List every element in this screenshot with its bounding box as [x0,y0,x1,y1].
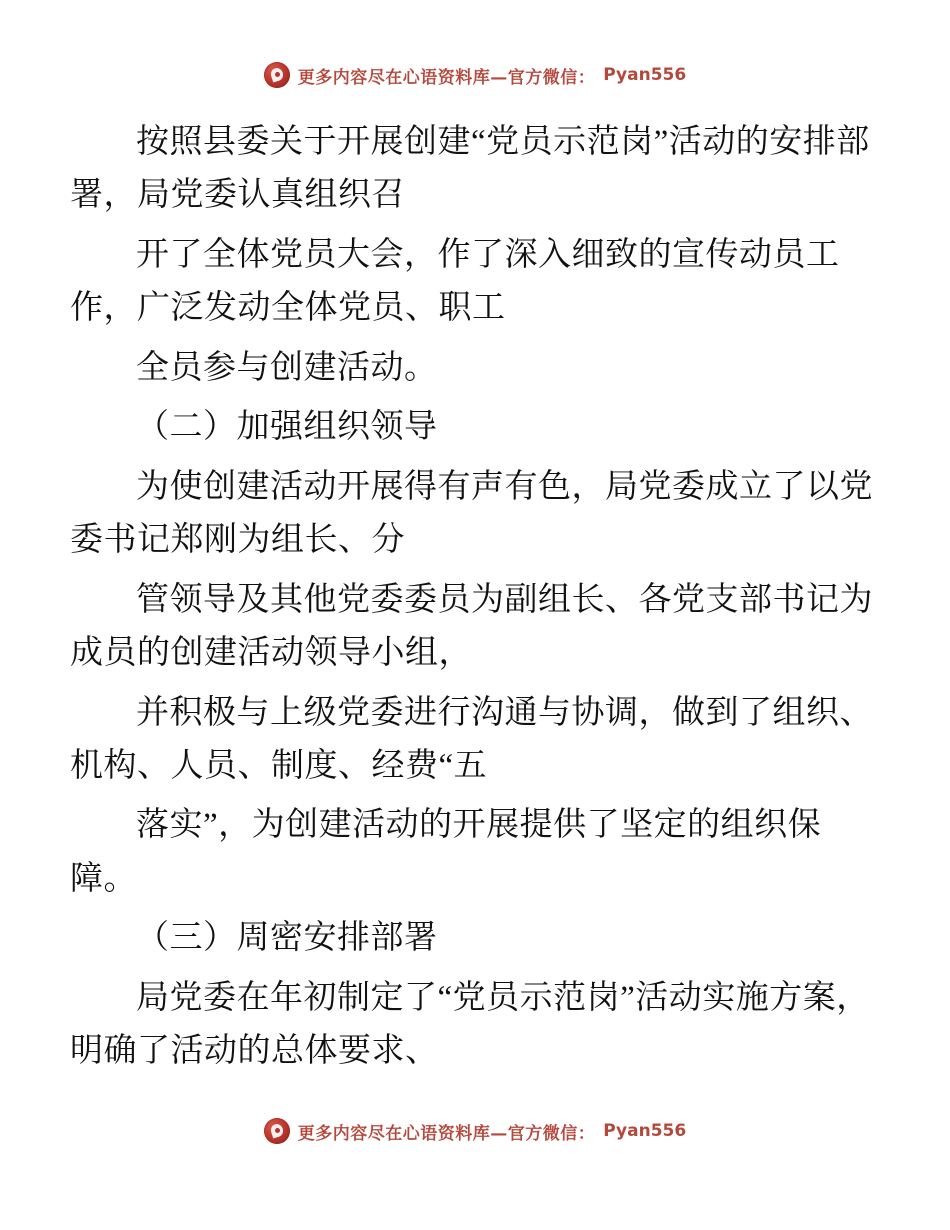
watermark-top-id: Pyan556 [603,65,687,85]
document-body [70,116,880,1085]
paragraph: 并积极与上级党委进行沟通与协调，做到了组织、机构、人员、制度、经费“五 [70,694,873,784]
paragraph: 按照县委关于开展创建“党员示范岗”活动的安排部署，局党委认真组织召 [70,124,870,214]
paragraph: 局党委在年初制定了“党员示范岗”活动实施方案，明确了活动的总体要求、 [70,979,870,1070]
paragraph: 管领导及其他党委委员为副组长、各党支部书记为成员的创建活动领导小组， [70,581,873,672]
lotus-logo-icon [264,62,290,88]
watermark-top [70,62,880,88]
paragraph: 开了全体党员大会，作了深入细致的宣传动员工作，广泛发动全体党员、职工 [70,236,840,327]
lotus-logo-icon [264,1118,290,1144]
watermark-bottom-id: Pyan556 [603,1121,687,1141]
paragraph: 全员参与创建活动。 [136,349,438,386]
paragraph: （二）加强组织领导 [136,409,438,446]
watermark-bottom-text: 更多内容尽在心语资料库—官方微信： [297,1123,596,1144]
paragraph: （三）周密安排部署 [136,920,438,957]
watermark-top-text: 更多内容尽在心语资料库—官方微信： [297,67,596,88]
watermark-bottom [70,1118,880,1190]
paragraph: 落实”，为创建活动的开展提供了坚定的组织保障。 [70,807,822,897]
paragraph: 为使创建活动开展得有声有色，局党委成立了以党委书记郑刚为组长、分 [70,468,873,559]
